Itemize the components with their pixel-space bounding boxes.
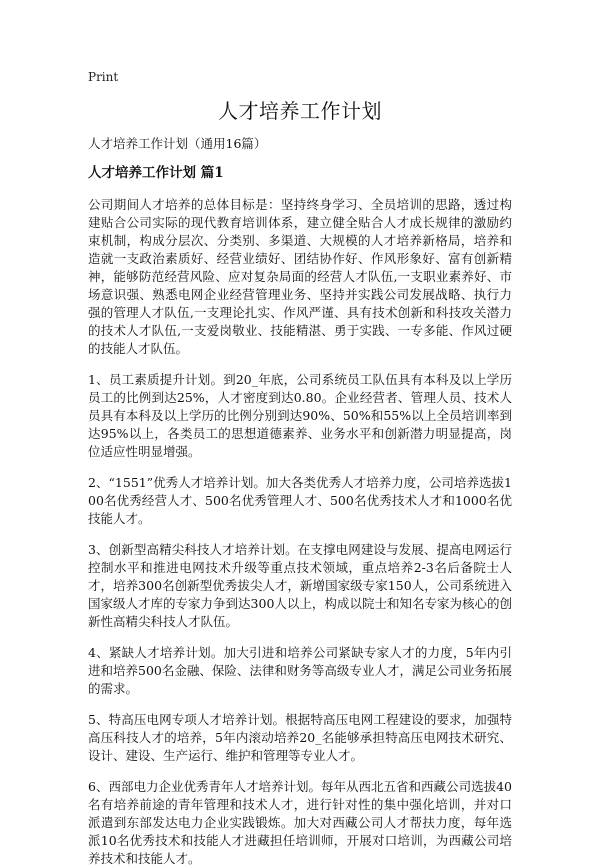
plan-item-6: 6、西部电力企业优秀青年人才培养计划。每年从西北五省和西藏公司选拔40名有培养前途的青年管理和技术人才，进行针对性的集中强化培训，并对口派遣到东部发达电力企业实践锻炼。加大对西藏公司人才帮扶力度，每年选派10名优秀技术和技能人才进藏担任培训师，开展对口培训，为西藏公司培养技术和技能人才。 [88, 779, 512, 866]
plan-item-2: 2、“1551”优秀人才培养计划。加大各类优秀人才培养力度，公司培养选拔100名优秀经营人才、500名优秀管理人才、500名优秀技术人才和1000名优技能人才。 [88, 475, 512, 526]
plan-item-3: 3、创新型高精尖科技人才培养计划。在支撑电网建设与发展、提高电网运行控制水平和推进电网技术升级等重点技术领域，重点培养2-3名后备院士人才，培养300名创新型优秀拔尖人才，新增国家级专家150人，公司系统进入国家级人才库的专家力争到达300人以上，构成以院士和知名专家为核心的创新性高精尖科技人才队伍。 [88, 542, 512, 629]
print-label[interactable]: Print [88, 70, 119, 84]
plan-item-4: 4、紧缺人才培养计划。加大引进和培养公司紧缺专家人才的力度，5年内引进和培养500名金融、保险、法律和财务等高级专业人才，满足公司业务拓展的需求。 [88, 645, 512, 696]
section-heading: 人才培养工作计划 篇1 [88, 165, 224, 181]
document-title: 人才培养工作计划 [218, 99, 382, 123]
document-subtitle: 人才培养工作计划（通用16篇） [88, 136, 267, 151]
plan-item-5: 5、特高压电网专项人才培养计划。根据特高压电网工程建设的要求，加强特高压科技人才的培养，5年内滚动培养20_名能够承担特高压电网技术研究、设计、建设、生产运行、维护和管理等专业人才。 [88, 712, 512, 763]
intro-paragraph: 公司期间人才培养的总体目标是：坚持终身学习、全员培训的思路，透过构建贴合公司实际的现代教育培训体系，建立健全贴合人才成长规律的激励约束机制，构成分层次、分类别、多渠道、大规模的人才培养新格局，培养和造就一支政治素质好、经营业绩好、团结协作好、作风形象好、富有创新精神，能够防范经营风险、应对复杂局面的经营人才队伍,一支职业素养好、市场意识强、熟悉电网企业经营管理业务、坚持并实践公司发展战略、执行力强的管理人才队伍,一支理论扎实、作风严谨、具有技术创新和科技攻关潜力的技术人才队伍,一支爱岗敬业、技能精湛、勇于实践、一专多能、作风过硬的技能人才队伍。 [88, 197, 512, 356]
plan-item-1: 1、员工素质提升计划。到20_年底，公司系统员工队伍具有本科及以上学历员工的比例到达25%，人才密度到达0.80。企业经营者、管理人员、技术人员具有本科及以上学历的比例分别到达90%、50%和55%以上全员培训率到达95%以上，各类员工的思想道德素养、业务水平和创新潜力明显提高，岗位适应性明显增强。 [88, 372, 512, 459]
